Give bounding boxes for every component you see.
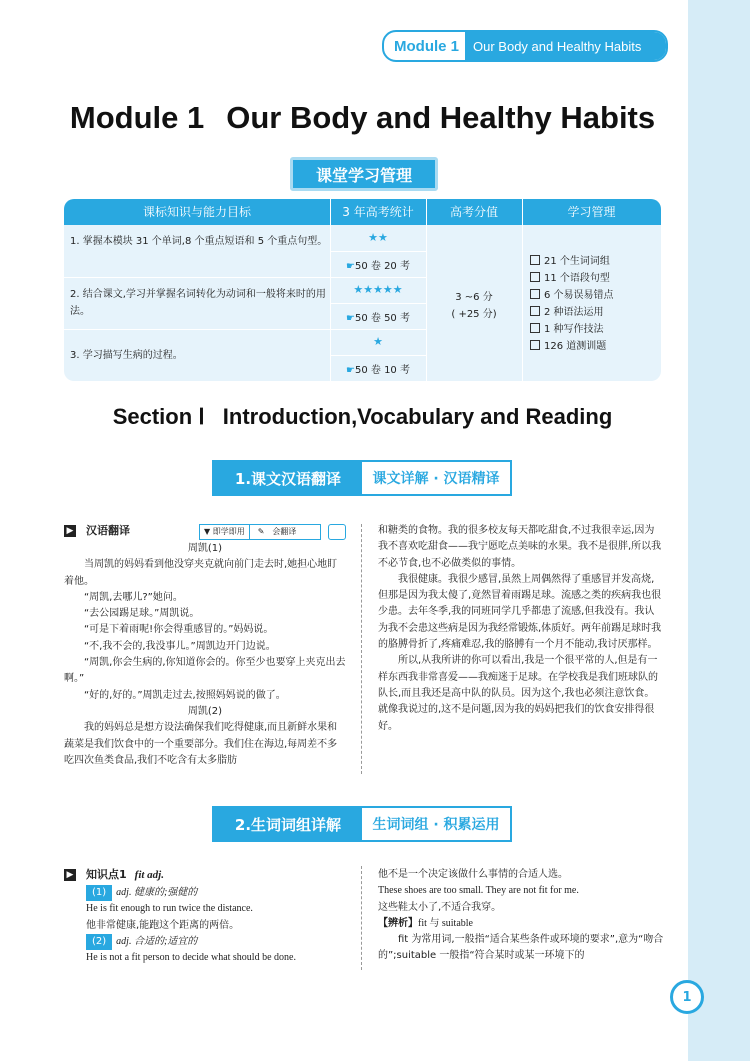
- column-divider: [361, 524, 363, 774]
- triangle-icon: ▶: [64, 869, 76, 881]
- paragraph: “去公园踢足球。”周凯说。: [84, 608, 200, 620]
- example-cn-3: 这些鞋太小了,不适合我穿。: [378, 901, 502, 913]
- section-pill-vocabulary: [212, 806, 512, 842]
- management-item: 126 道测训题: [530, 338, 614, 355]
- th-goals: 课标知识与能力目标: [142, 205, 251, 219]
- example-en-1: He is fit enough to run twice the distance.: [86, 903, 253, 915]
- paragraph: 和糖类的食物。我的很多校友每天都吃甜食,不过我很幸运,因为我不喜欢吃甜食——我宁愿吃点美味的水果。我不是很胖,所以我不必节食,也不必做类似的事情。: [378, 525, 662, 569]
- vocab-heading: ▶ 知识点1 fit adj.: [64, 866, 346, 884]
- pill-left: 1.课文汉语翻译: [214, 462, 362, 494]
- paragraph: 我的妈妈总是想方设法确保我们吃得健康,而且新鲜水果和蔬菜是我们饮食中的一个重要部分。我们住在海边,每周差不多吃四次鱼类食品,我们不吃含有太多脂肪: [64, 722, 338, 766]
- pill-right: 课文详解 · 汉语精译: [372, 471, 500, 487]
- arrow-icon: ☛: [346, 365, 355, 376]
- translation-right-column: [378, 523, 664, 735]
- checkbox-icon: [530, 306, 540, 316]
- class-management-label: 课堂学习管理: [290, 157, 438, 191]
- arrow-icon: ☛: [346, 313, 355, 324]
- checkbox-icon: [530, 255, 540, 265]
- triangle-icon: ▶: [64, 525, 76, 537]
- header-tab: [382, 30, 668, 62]
- paragraph: “可是下着雨呢!你会得重感冒的。”妈妈说。: [84, 624, 274, 636]
- paragraph: 所以,从我所讲的你可以看出,我是一个很平常的人,但是有一样东西我非常喜爱——我痴迷于足球。在学校我是我们班球队的队长,而且我还是高中队的队员。因为这个,我也必须注意饮食。就像我说过的,这不是问题,因为我的妈妈把我们的饮食安排得很好。: [378, 655, 658, 732]
- pen-icon: ✎: [257, 527, 265, 536]
- bianxi-text: fit 为常用词,一般指“适合某些条件或环境的要求”,意为“吻合的”;suitable 一般指“符合某时或某一环境下的: [378, 934, 664, 962]
- example-cn-2: 他不是一个决定该做什么事情的合适人选。: [378, 869, 568, 880]
- paragraph: 当周凯的妈妈看到他没穿夹克就向前门走去时,她担心地盯着他。: [64, 559, 338, 587]
- exam-1: ☛50 卷 20 考: [346, 261, 410, 272]
- column-divider: [361, 866, 363, 970]
- story-title-2: 周凯(2): [187, 705, 223, 717]
- paragraph: “不,我不会的,我没事儿。”周凯边开门边说。: [84, 640, 276, 652]
- header-module: Module 1: [394, 37, 460, 55]
- paragraph: “好的,好的。”周凯走过去,按照妈妈说的做了。: [84, 689, 286, 701]
- goals-table: [64, 199, 661, 381]
- story-title-1: 周凯(1): [187, 543, 223, 554]
- translation-left-column: [64, 522, 346, 769]
- example-cn-1: 他非常健康,能跑这个距离的两倍。: [86, 919, 240, 931]
- pill-left: 2.生词词组详解: [214, 808, 362, 840]
- management-item: 11 个语段句型: [530, 270, 614, 287]
- checkbox-icon: [530, 289, 540, 299]
- checkbox-icon: [530, 323, 540, 333]
- checkbox-icon: [530, 272, 540, 282]
- section-title: Section Ⅰ Introduction,Vocabulary and Reading: [112, 404, 613, 429]
- exam-3: ☛50 卷 10 考: [346, 365, 410, 376]
- section-pill-translation: [212, 460, 512, 496]
- goal-2: 2. 结合课文,学习并掌握名词转化为动词和一般将来时的用法。: [70, 289, 326, 317]
- goal-3: 3. 学习描写生病的过程。: [70, 350, 183, 361]
- tag-practice: ▼ 即学即用: [204, 527, 245, 536]
- th-management: 学习管理: [567, 205, 616, 219]
- page-number: 1: [670, 980, 704, 1014]
- paragraph: 我很健康。我很少感冒,虽然上周偶然得了重感冒并发高烧,但那是因为我太傻了,竟然冒着雨踢足球。流感之类的疾病我也很少患。去年冬季,我的同班同学几乎都患了流感,但我没有。我认为我不会患这些病是因为我经常锻炼,体质好。两年前踢足球时我的胳膊骨折了,疼痛难忍,我的胳膊有一个月不能动,我讨厌那样。: [378, 573, 662, 651]
- exam-2: ☛50 卷 50 考: [346, 313, 410, 324]
- score-cell: 3 ~6 分 ( +25 分): [451, 292, 497, 320]
- example-en-2: He is not a fit person to decide what should be done.: [86, 952, 296, 964]
- management-item: 6 个易误易错点: [530, 287, 614, 304]
- title-module: Module 1: [69, 100, 205, 135]
- stars-2: ★★★★★: [353, 283, 403, 296]
- header-topic: Our Body and Healthy Habits: [465, 32, 666, 60]
- arrow-icon: ☛: [346, 261, 355, 272]
- right-margin-band: [688, 0, 750, 1061]
- bianxi-heading: 【辨析】fit 与 suitable: [378, 917, 473, 929]
- page-title: [0, 100, 725, 136]
- management-item: 21 个生词词组: [530, 253, 614, 270]
- stars-3: ★: [373, 335, 383, 348]
- title-topic: Our Body and Healthy Habits: [226, 100, 656, 135]
- translation-heading: ▶ 汉语翻译: [64, 522, 346, 540]
- paragraph: “周凯,去哪儿?”她问。: [84, 591, 183, 603]
- management-list: [530, 253, 614, 355]
- paragraph: “周凯,你会生病的,你知道你会的。你至少也要穿上夹克出去啊。”: [64, 657, 346, 685]
- tag-translate: ✎ 会翻译: [249, 525, 305, 539]
- example-en-3: These shoes are too small. They are not fit for me.: [378, 885, 579, 897]
- tag-box: [199, 524, 321, 540]
- stars-1: ★★: [368, 231, 388, 244]
- sense-2: (2) adj. 合适的;适宜的: [64, 934, 346, 950]
- goal-1: 1. 掌握本模块 31 个单词,8 个重点短语和 5 个重点句型。: [70, 236, 328, 247]
- pill-right: 生词词组 · 积累运用: [372, 817, 500, 833]
- answer-box: [328, 524, 346, 540]
- th-score: 高考分值: [449, 205, 498, 219]
- management-item: 1 种写作技法: [530, 321, 614, 338]
- management-item: 2 种语法运用: [530, 304, 614, 321]
- vocab-left-column: [64, 866, 346, 966]
- checkbox-icon: [530, 340, 540, 350]
- th-stats: 3 年高考统计: [342, 205, 414, 219]
- vocab-right-column: [378, 867, 664, 965]
- sense-1: (1) adj. 健康的;强健的: [64, 885, 346, 901]
